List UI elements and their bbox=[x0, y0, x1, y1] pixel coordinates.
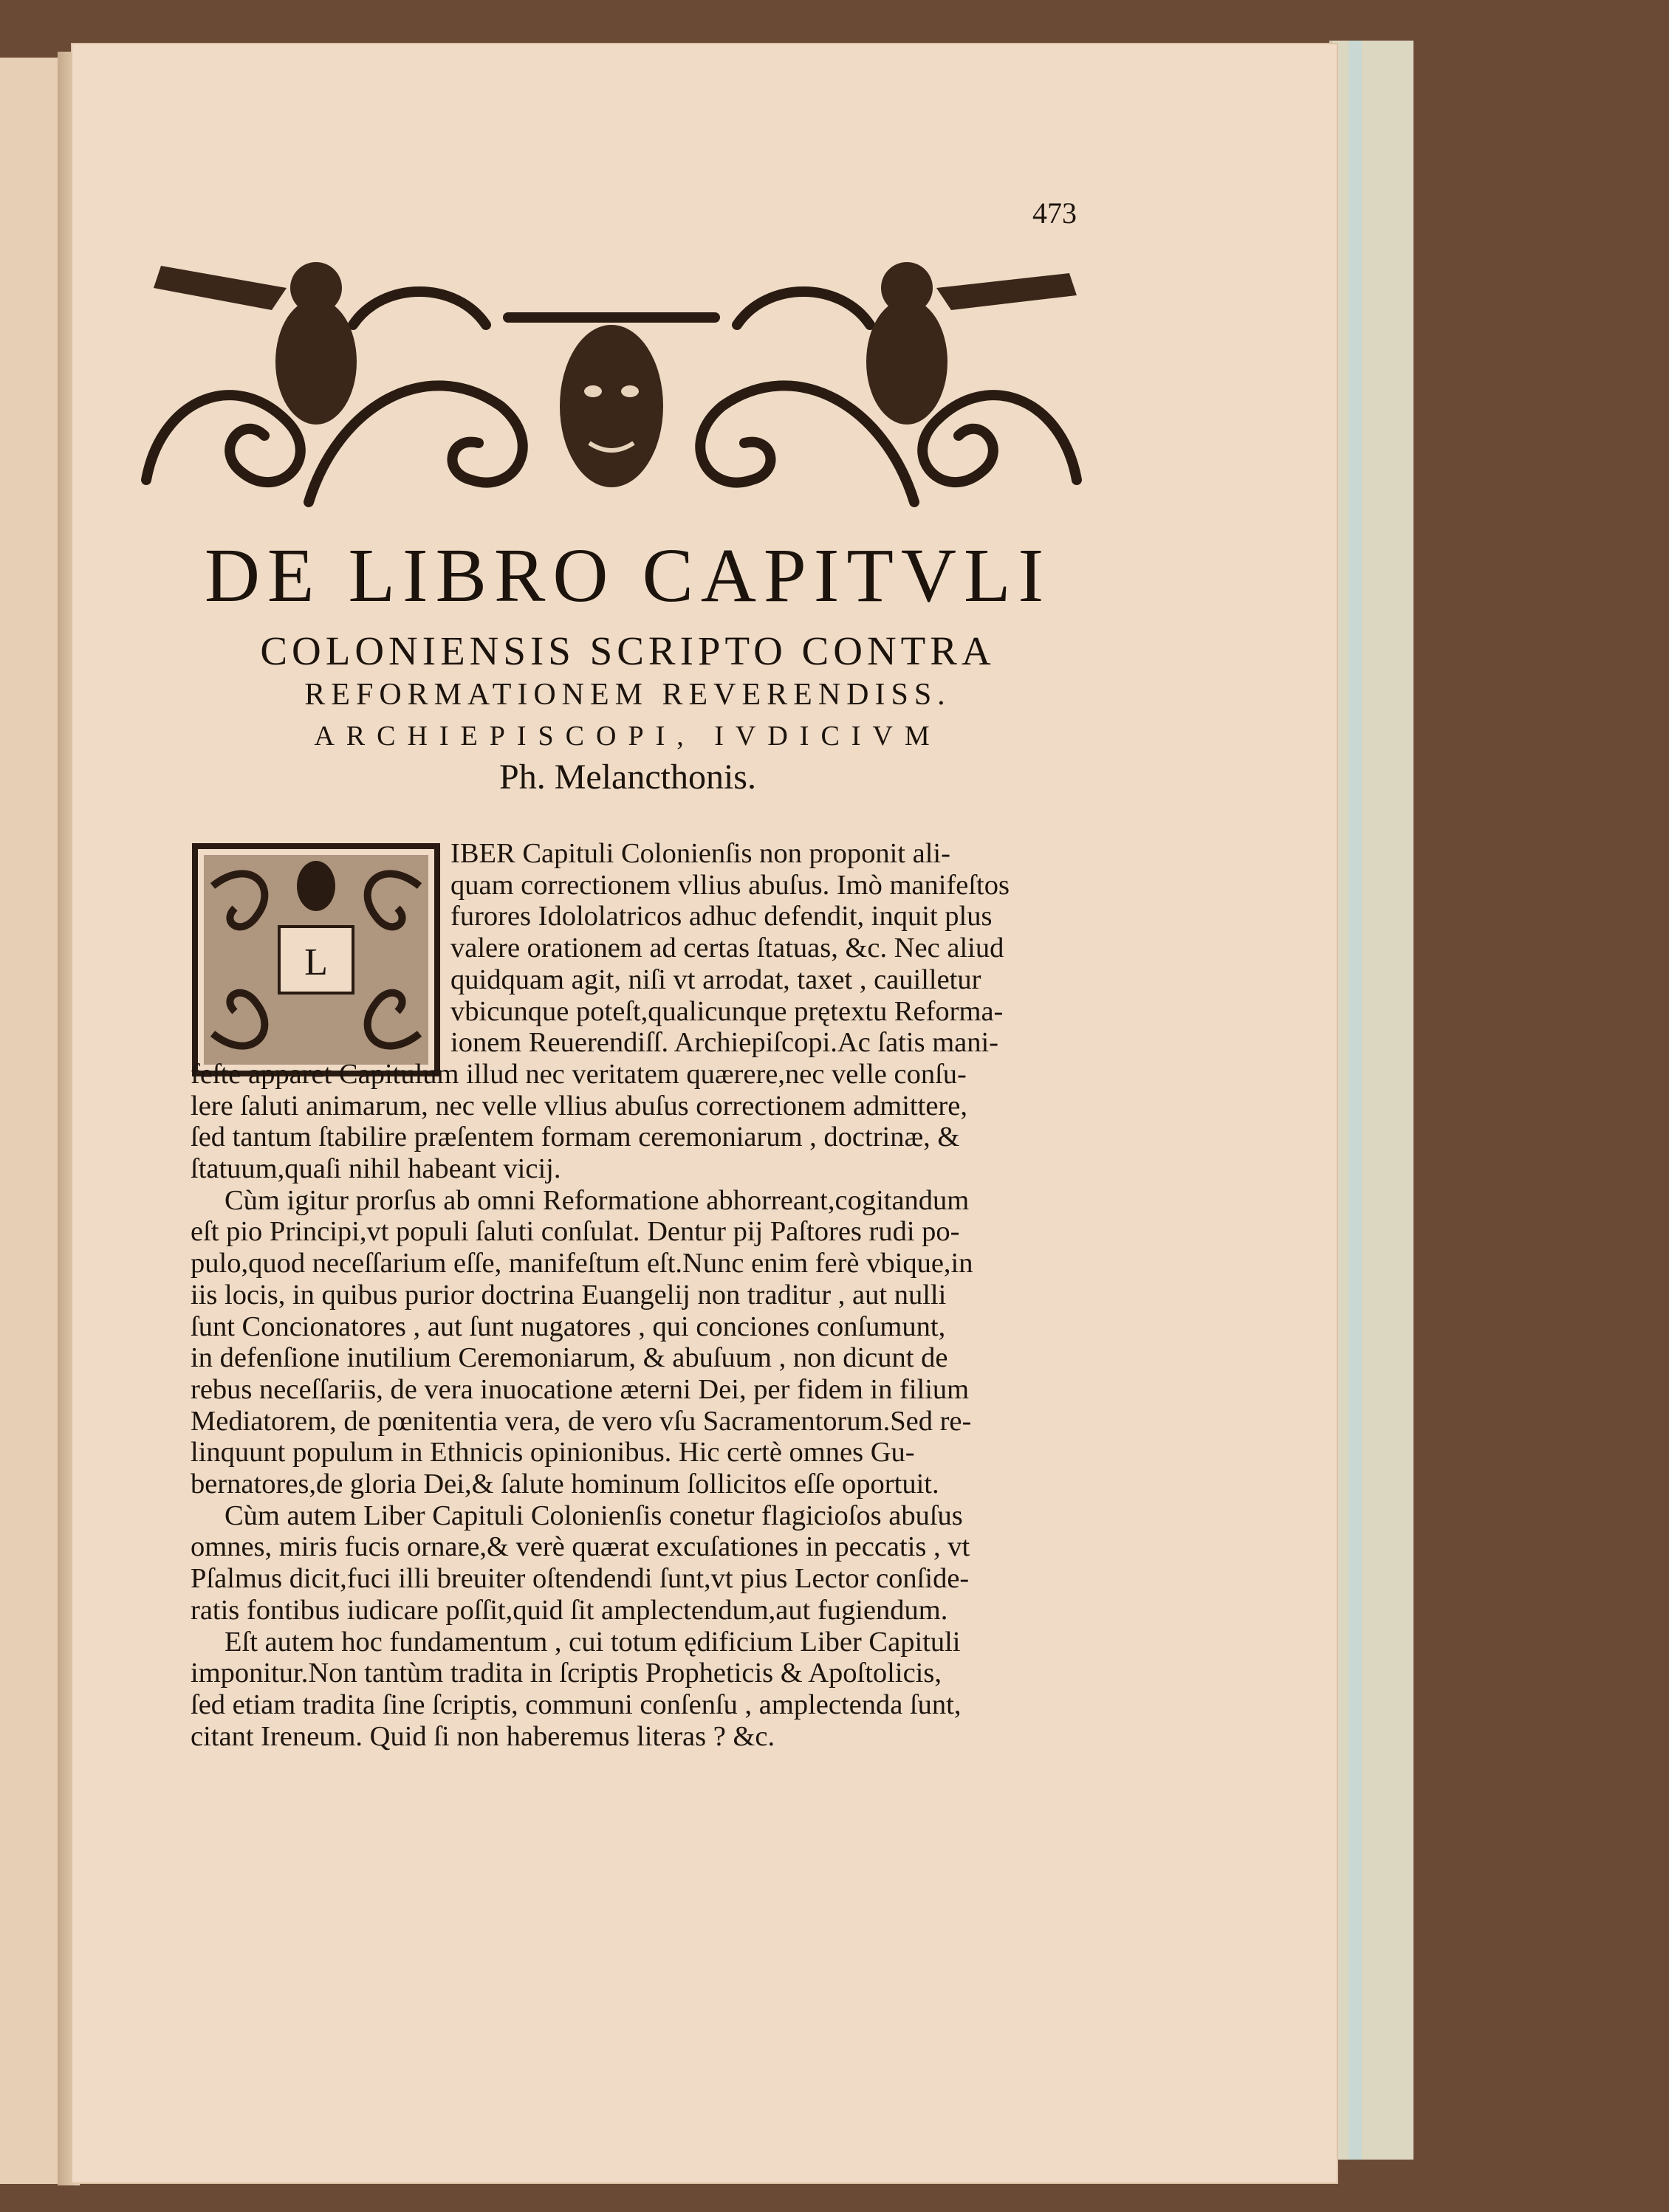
text-line: furores Idololatricos adhuc defendit, inquit plus bbox=[450, 901, 993, 932]
text-line: lere ſaluti animarum, nec velle vllius abuſus correctionem admittere, bbox=[191, 1090, 967, 1122]
text-line: vbicunque poteſt,qualicunque prętextu Reforma- bbox=[450, 995, 1004, 1027]
text-line: Cùm autem Liber Capituli Colonienſis conetur flagicioſos abuſus bbox=[225, 1500, 963, 1531]
paragraph bbox=[191, 1185, 1128, 1500]
text-line: ſed etiam tradita ſine ſcriptis, communi conſenſu , amplectenda ſunt, bbox=[191, 1689, 962, 1720]
text-line: ſtatuum,quaſi nihil habeant vicij. bbox=[191, 1153, 561, 1185]
text-line: ionem Reuerendiſſ. Archiepiſcopi.Ac ſatis mani- bbox=[450, 1027, 998, 1059]
text-line: quidquam agit, niſi vt arrodat, taxet , cauilletur bbox=[450, 964, 981, 995]
text-line: quam correctionem vllius abuſus. Imò manifeſtos bbox=[450, 869, 1010, 901]
text-line: IBER Capituli Colonienſis non proponit ali- bbox=[450, 838, 950, 869]
title-line-3: REFORMATIONEM REVERENDISS. bbox=[304, 678, 951, 712]
text-line: feſte apparet Capitulum illud nec veritatem quærere,nec velle conſu- bbox=[191, 1058, 967, 1090]
text-line: linquunt populum in Ethnicis opinionibus. Hic certè omnes Gu- bbox=[191, 1437, 915, 1469]
title-line-1: DE LIBRO CAPITVLI bbox=[204, 533, 1052, 618]
text-line: ratis fontibus iudicare poſſit,quid ſit amplectendum,aut fugiendum. bbox=[191, 1594, 948, 1626]
text-line: eſt pio Principi,vt populi ſaluti conſulat. Dentur pij Paſtores rudi po- bbox=[191, 1216, 960, 1248]
title-author: Ph. Melancthonis. bbox=[499, 758, 756, 797]
text-line: ſunt Concionatores , aut ſunt nugatores , qui conciones conſumunt, bbox=[191, 1311, 946, 1342]
text-line: omnes, miris fucis ornare,& verè quærat excuſationes in peccatis , vt bbox=[191, 1531, 970, 1563]
title-line-2: COLONIENSIS SCRIPTO CONTRA bbox=[260, 628, 995, 673]
paragraph bbox=[191, 1500, 1128, 1627]
text-line: rebus neceſſariis, de vera inuocatione æterni Dei, per fidem in filium bbox=[191, 1373, 970, 1405]
text-line: valere orationem ad certas ſtatuas, &c. Nec aliud bbox=[450, 932, 1004, 964]
page-number: 473 bbox=[1032, 196, 1077, 230]
paragraph bbox=[191, 838, 1128, 1185]
paragraph bbox=[191, 1627, 1128, 1753]
text-line: pulo,quod neceſſarium eſſe, manifeſtum eſt.Nunc enim ferè vbique,in bbox=[191, 1248, 973, 1280]
text-line: Eſt autem hoc fundamentum , cui totum ędificium Liber Capituli bbox=[225, 1626, 961, 1658]
title-line-4: ARCHIEPISCOPI, IVDICIVM bbox=[314, 721, 942, 752]
text-line: iis locis, in quibus purior doctrina Euangelij non traditur , aut nulli bbox=[191, 1279, 947, 1311]
text-line: Pſalmus dicit,fuci illi breuiter oſtendendi ſunt,vt pius Lector conſide- bbox=[191, 1563, 970, 1595]
text-line: imponitur.Non tantùm tradita in ſcriptis Propheticis & Apoſtolicis, bbox=[191, 1658, 942, 1689]
text-line: in defenſione inutilium Ceremoniarum, & abuſuum , non dicunt de bbox=[191, 1342, 948, 1374]
body-text bbox=[191, 838, 1128, 1752]
text-line: ſed tantum ſtabilire præſentem formam ceremoniarum , doctrinæ, & bbox=[191, 1122, 960, 1153]
text-line: bernatores,de gloria Dei,& ſalute hominum ſollicitos eſſe oportuit. bbox=[191, 1469, 939, 1500]
text-line: Cùm igitur prorſus ab omni Reformatione abhorreant,cogitandum bbox=[225, 1184, 970, 1216]
initial-letter: L bbox=[304, 941, 328, 983]
headpiece-ornament bbox=[117, 236, 1106, 524]
text-line: citant Ireneum. Quid ſi non haberemus literas ? &c. bbox=[191, 1720, 775, 1752]
text-line: Mediatorem, de pœnitentia vera, de vero vſu Sacramentorum.Sed re- bbox=[191, 1405, 972, 1437]
book-cover-edge bbox=[1329, 41, 1413, 2160]
